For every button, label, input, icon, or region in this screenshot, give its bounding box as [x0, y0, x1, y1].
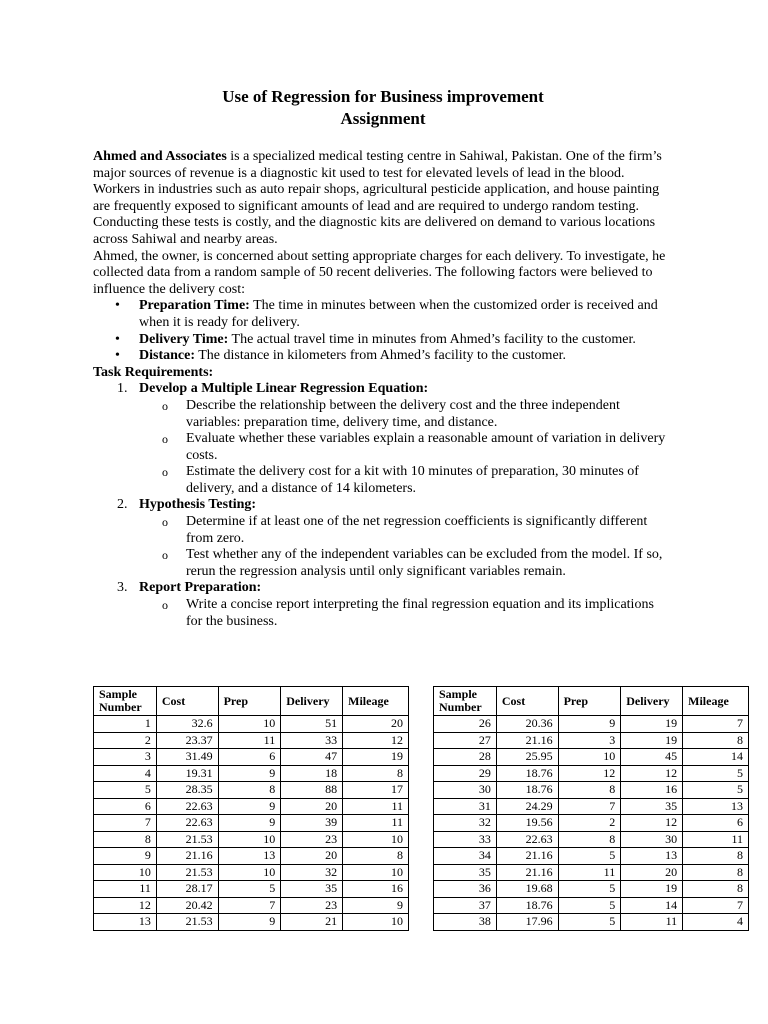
sub-item: [93, 398, 673, 431]
cell-sample-number: 34: [434, 848, 497, 865]
factor-list: [93, 298, 673, 364]
cell-prep: 5: [558, 881, 621, 898]
sub-item: [93, 547, 673, 580]
cell-prep: 8: [218, 782, 281, 799]
sub-text: Describe the relationship between the delivery cost and the three independent variables: preparation time, delivery time, and distance.: [186, 397, 620, 430]
company-name: Ahmed and Associates: [93, 149, 227, 164]
document-page: [93, 86, 673, 630]
page-title: [93, 86, 673, 130]
sub-bullet: o: [162, 598, 168, 613]
factor-label: Delivery Time:: [139, 331, 229, 347]
tasks-heading: Task Requirements:: [93, 364, 214, 380]
cell-cost: 25.95: [496, 749, 558, 766]
sub-bullet: o: [162, 515, 168, 530]
cell-mileage: 8: [683, 732, 749, 749]
cell-cost: 22.63: [156, 815, 218, 832]
factor-text: The distance in kilometers from Ahmed’s facility to the customer.: [195, 348, 567, 364]
table-row: [94, 716, 409, 733]
table-row: [94, 864, 409, 881]
cell-sample-number: 3: [94, 749, 157, 766]
cell-prep: 12: [558, 765, 621, 782]
cell-delivery: 14: [621, 897, 683, 914]
task-item: [93, 580, 673, 597]
cell-sample-number: 29: [434, 765, 497, 782]
task-title: Report Preparation:: [139, 580, 262, 596]
cell-delivery: 20: [281, 848, 343, 865]
table-row: [434, 831, 749, 848]
task-number: 2.: [117, 497, 128, 513]
table-row: [94, 831, 409, 848]
header-mileage: Mileage: [683, 687, 749, 716]
cell-delivery: 88: [281, 782, 343, 799]
table-row: [434, 881, 749, 898]
factor-item: [93, 332, 673, 349]
cell-prep: 10: [218, 716, 281, 733]
cell-prep: 5: [218, 881, 281, 898]
cell-mileage: 8: [683, 848, 749, 865]
sub-text: Evaluate whether these variables explain a reasonable amount of variation in delivery costs.: [186, 431, 666, 463]
header-delivery: Delivery: [281, 687, 343, 716]
cell-cost: 21.16: [496, 732, 558, 749]
cell-prep: 8: [558, 782, 621, 799]
table-row: [434, 716, 749, 733]
cell-delivery: 30: [621, 831, 683, 848]
sub-text: Test whether any of the independent variables can be excluded from the model. If so, rerun the regression analysis until only significant variables remain.: [186, 547, 663, 579]
cell-delivery: 16: [621, 782, 683, 799]
cell-sample-number: 2: [94, 732, 157, 749]
cell-cost: 19.56: [496, 815, 558, 832]
task-number: 1.: [117, 381, 128, 397]
table-body-left: [94, 716, 409, 931]
cell-mileage: 11: [343, 798, 409, 815]
cell-sample-number: 27: [434, 732, 497, 749]
cell-sample-number: 4: [94, 765, 157, 782]
sub-text: Write a concise report interpreting the final regression equation and its implications for the business.: [186, 597, 654, 629]
table-row: [94, 782, 409, 799]
cell-sample-number: 30: [434, 782, 497, 799]
header-sample-number: Sample Number: [434, 687, 497, 716]
factor-text: The actual travel time in minutes from Ahmed’s facility to the customer.: [228, 331, 636, 347]
cell-mileage: 8: [683, 881, 749, 898]
table-row: [434, 848, 749, 865]
cell-cost: 21.16: [496, 864, 558, 881]
task-item: [93, 381, 673, 398]
cell-mileage: 6: [683, 815, 749, 832]
cell-cost: 21.53: [156, 864, 218, 881]
cell-sample-number: 32: [434, 815, 497, 832]
cell-delivery: 11: [621, 914, 683, 931]
cell-cost: 24.29: [496, 798, 558, 815]
cell-mileage: 5: [683, 765, 749, 782]
cell-prep: 13: [218, 848, 281, 865]
cell-cost: 28.17: [156, 881, 218, 898]
cell-delivery: 20: [621, 864, 683, 881]
cell-cost: 21.16: [496, 848, 558, 865]
cell-prep: 9: [218, 798, 281, 815]
cell-mileage: 11: [343, 815, 409, 832]
table-row: [94, 732, 409, 749]
cell-mileage: 11: [683, 831, 749, 848]
cell-prep: 10: [218, 831, 281, 848]
factor-label: Preparation Time:: [139, 298, 250, 314]
sub-item: [93, 464, 673, 497]
cell-cost: 18.76: [496, 897, 558, 914]
cell-delivery: 19: [621, 881, 683, 898]
table-row: [94, 914, 409, 931]
cell-cost: 18.76: [496, 765, 558, 782]
table-row: [434, 749, 749, 766]
cell-sample-number: 31: [434, 798, 497, 815]
cell-mileage: 20: [343, 716, 409, 733]
cell-delivery: 18: [281, 765, 343, 782]
cell-prep: 9: [558, 716, 621, 733]
cell-sample-number: 9: [94, 848, 157, 865]
cell-prep: 5: [558, 914, 621, 931]
cell-prep: 2: [558, 815, 621, 832]
cell-delivery: 33: [281, 732, 343, 749]
cell-prep: 8: [558, 831, 621, 848]
cell-cost: 23.37: [156, 732, 218, 749]
sub-item: [93, 597, 673, 630]
sub-text: Estimate the delivery cost for a kit with 10 minutes of preparation, 30 minutes of delivery, and a distance of 14 kilometers.: [186, 464, 639, 496]
cell-cost: 22.63: [496, 831, 558, 848]
table-row: [434, 765, 749, 782]
header-prep: Prep: [558, 687, 621, 716]
table-row: [434, 798, 749, 815]
cell-sample-number: 1: [94, 716, 157, 733]
cell-prep: 6: [218, 749, 281, 766]
cell-cost: 22.63: [156, 798, 218, 815]
cell-sample-number: 38: [434, 914, 497, 931]
cell-mileage: 19: [343, 749, 409, 766]
header-prep: Prep: [218, 687, 281, 716]
cell-mileage: 13: [683, 798, 749, 815]
table-body-right: [434, 716, 749, 931]
cell-delivery: 23: [281, 897, 343, 914]
table-header-row: [94, 687, 409, 716]
factor-item: [93, 348, 673, 365]
owner-paragraph: Ahmed, the owner, is concerned about setting appropriate charges for each delivery. To investigate, he collected data from a random sample of 50 recent deliveries. The following factors were believed to influence the delivery cost:: [93, 248, 666, 297]
cell-prep: 7: [558, 798, 621, 815]
table-row: [434, 864, 749, 881]
cell-delivery: 39: [281, 815, 343, 832]
cell-mileage: 14: [683, 749, 749, 766]
cell-sample-number: 28: [434, 749, 497, 766]
table-row: [94, 765, 409, 782]
cell-mileage: 10: [343, 864, 409, 881]
task-number: 3.: [117, 580, 128, 596]
task-title: Develop a Multiple Linear Regression Equation:: [139, 381, 429, 397]
table-row: [94, 881, 409, 898]
cell-cost: 19.68: [496, 881, 558, 898]
cell-cost: 20.36: [496, 716, 558, 733]
cell-cost: 32.6: [156, 716, 218, 733]
cell-sample-number: 10: [94, 864, 157, 881]
cell-sample-number: 36: [434, 881, 497, 898]
data-table-right: [433, 686, 749, 931]
cell-prep: 9: [218, 914, 281, 931]
header-cost: Cost: [156, 687, 218, 716]
table-header-row: [434, 687, 749, 716]
factor-text: The time in minutes between when the customized order is received and when it is ready for delivery.: [139, 298, 658, 330]
cell-prep: 10: [218, 864, 281, 881]
cell-delivery: 47: [281, 749, 343, 766]
cell-mileage: 8: [343, 848, 409, 865]
intro-paragraph: [93, 149, 673, 249]
cell-sample-number: 5: [94, 782, 157, 799]
table-row: [94, 749, 409, 766]
cell-cost: 18.76: [496, 782, 558, 799]
title-line-1: Use of Regression for Business improvement: [222, 87, 544, 106]
table-row: [434, 914, 749, 931]
cell-cost: 31.49: [156, 749, 218, 766]
cell-cost: 28.35: [156, 782, 218, 799]
cell-delivery: 32: [281, 864, 343, 881]
cell-prep: 3: [558, 732, 621, 749]
cell-delivery: 13: [621, 848, 683, 865]
cell-cost: 20.42: [156, 897, 218, 914]
bullet: •: [115, 331, 120, 347]
cell-delivery: 12: [621, 815, 683, 832]
cell-sample-number: 7: [94, 815, 157, 832]
cell-mileage: 7: [683, 716, 749, 733]
header-sample-number: Sample Number: [94, 687, 157, 716]
factor-label: Distance:: [139, 348, 195, 364]
cell-sample-number: 33: [434, 831, 497, 848]
cell-delivery: 21: [281, 914, 343, 931]
cell-mileage: 5: [683, 782, 749, 799]
table-row: [434, 815, 749, 832]
cell-mileage: 8: [343, 765, 409, 782]
cell-delivery: 51: [281, 716, 343, 733]
cell-sample-number: 35: [434, 864, 497, 881]
task-item: [93, 497, 673, 514]
task-title: Hypothesis Testing:: [139, 497, 257, 513]
sub-bullet: o: [162, 548, 168, 563]
cell-mileage: 12: [343, 732, 409, 749]
bullet: •: [115, 348, 120, 364]
table-row: [94, 848, 409, 865]
sub-item: [93, 514, 673, 547]
cell-prep: 10: [558, 749, 621, 766]
cell-sample-number: 37: [434, 897, 497, 914]
cell-mileage: 8: [683, 864, 749, 881]
cell-mileage: 4: [683, 914, 749, 931]
factor-item: [93, 298, 673, 331]
table-row: [94, 897, 409, 914]
cell-mileage: 16: [343, 881, 409, 898]
sub-bullet: o: [162, 398, 168, 413]
sub-text: Determine if at least one of the net regression coefficients is significantly different from zero.: [186, 514, 648, 546]
title-line-2: Assignment: [340, 109, 426, 128]
cell-sample-number: 8: [94, 831, 157, 848]
cell-prep: 9: [218, 765, 281, 782]
cell-cost: 17.96: [496, 914, 558, 931]
cell-delivery: 35: [621, 798, 683, 815]
table-row: [434, 897, 749, 914]
data-table-left: [93, 686, 409, 931]
header-mileage: Mileage: [343, 687, 409, 716]
table-row: [434, 732, 749, 749]
cell-prep: 9: [218, 815, 281, 832]
cell-prep: 11: [558, 864, 621, 881]
cell-delivery: 45: [621, 749, 683, 766]
cell-delivery: 20: [281, 798, 343, 815]
cell-mileage: 17: [343, 782, 409, 799]
cell-sample-number: 13: [94, 914, 157, 931]
cell-prep: 5: [558, 848, 621, 865]
cell-prep: 11: [218, 732, 281, 749]
cell-cost: 21.53: [156, 831, 218, 848]
header-delivery: Delivery: [621, 687, 683, 716]
cell-sample-number: 12: [94, 897, 157, 914]
cell-mileage: 10: [343, 831, 409, 848]
cell-delivery: 35: [281, 881, 343, 898]
sub-item: [93, 431, 673, 464]
cell-sample-number: 26: [434, 716, 497, 733]
cell-cost: 21.53: [156, 914, 218, 931]
sub-bullet: o: [162, 465, 168, 480]
cell-sample-number: 6: [94, 798, 157, 815]
cell-prep: 7: [218, 897, 281, 914]
table-row: [434, 782, 749, 799]
cell-cost: 19.31: [156, 765, 218, 782]
bullet: •: [115, 298, 120, 314]
cell-cost: 21.16: [156, 848, 218, 865]
cell-mileage: 7: [683, 897, 749, 914]
table-row: [94, 815, 409, 832]
cell-delivery: 19: [621, 716, 683, 733]
cell-mileage: 10: [343, 914, 409, 931]
cell-sample-number: 11: [94, 881, 157, 898]
cell-delivery: 19: [621, 732, 683, 749]
header-cost: Cost: [496, 687, 558, 716]
cell-prep: 5: [558, 897, 621, 914]
sub-bullet: o: [162, 432, 168, 447]
cell-delivery: 12: [621, 765, 683, 782]
cell-mileage: 9: [343, 897, 409, 914]
intro-text: is a specialized medical testing centre in Sahiwal, Pakistan. One of the firm’s major sources of revenue is a diagnostic kit used to test for elevated levels of lead in the blood. Workers in industries such as auto repair shops, agricultural pesticide application, and house painting are frequently exposed to significant amounts of lead and are required to undergo random testing. Conducting these tests is costly, and the diagnostic kits are delivered on demand to various locations across Sahiwal and nearby areas.: [93, 149, 662, 247]
table-row: [94, 798, 409, 815]
cell-delivery: 23: [281, 831, 343, 848]
